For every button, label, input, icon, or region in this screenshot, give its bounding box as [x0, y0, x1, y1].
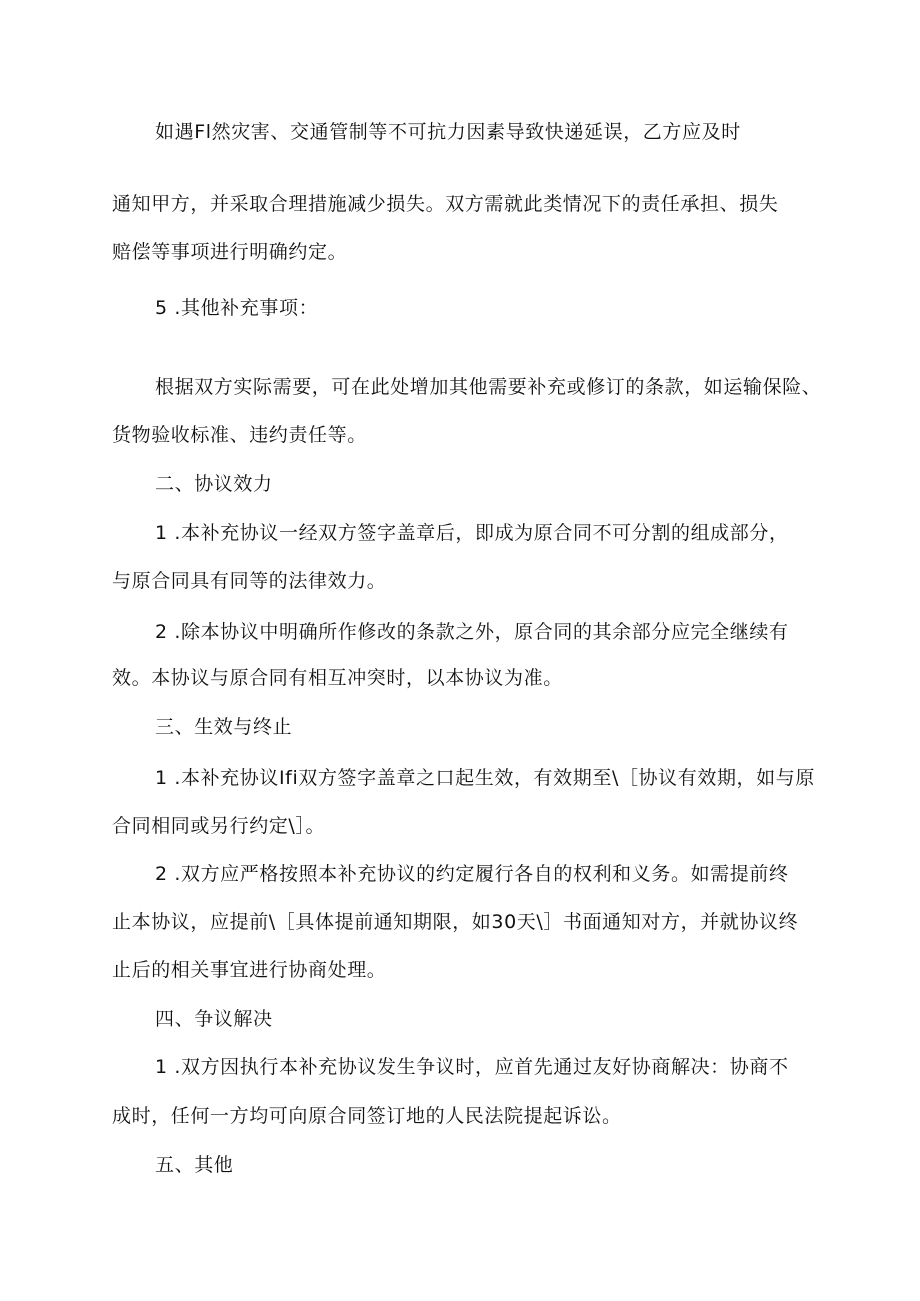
- paragraph-line: 赔偿等事项进行明确约定。: [112, 241, 348, 263]
- paragraph-line: 合同相同或另行约定\］。: [112, 815, 326, 837]
- paragraph-line: 货物验收标准、违约责任等。: [112, 424, 367, 446]
- section-heading: 三、生效与终止: [155, 716, 293, 738]
- section-heading: 四、争议解决: [155, 1008, 273, 1030]
- section-heading: 五、其他: [155, 1154, 234, 1176]
- paragraph-line: 根据双方实际需要，可在此处增加其他需要补充或修订的条款，如运输保险、: [155, 376, 822, 398]
- paragraph-line: 2 .除本协议中明确所作修改的条款之外，原合同的其余部分应完全继续有: [155, 621, 789, 643]
- section-heading: 二、协议效力: [155, 473, 273, 495]
- paragraph-line: 如遇Fl然灾害、交通管制等不可抗力因素导致快递延误，乙方应及时: [155, 121, 741, 143]
- paragraph-line: 1 .本补充协议Ifi双方签字盖章之口起生效，有效期至\［协议有效期，如与原: [155, 767, 815, 789]
- paragraph-line: 效。本协议与原合同有相互冲突时，以本协议为准。: [112, 667, 563, 689]
- paragraph-line: 止本协议，应提前\［具体提前通知期限，如30天\］书面通知对方，并就协议终: [112, 911, 799, 933]
- paragraph-line: 1 .本补充协议一经双方签字盖章后，即成为原合同不可分割的组成部分，: [155, 522, 789, 544]
- paragraph-line: 2 .双方应严格按照本补充协议的约定履行各自的权利和义务。如需提前终: [155, 863, 789, 885]
- paragraph-line: 通知甲方，并采取合理措施减少损失。双方需就此类情况下的责任承担、损失: [112, 193, 779, 215]
- paragraph-line: 止后的相关事宜进行协商处理。: [112, 959, 387, 981]
- list-item-heading: 5 .其他补充事项：: [155, 297, 319, 319]
- paragraph-line: 与原合同具有同等的法律效力。: [112, 570, 387, 592]
- paragraph-line: 成时，任何一方均可向原合同签订地的人民法院提起诉讼。: [112, 1105, 622, 1127]
- paragraph-line: 1 .双方因执行本补充协议发生争议时，应首先通过友好协商解决：协商不: [155, 1056, 789, 1078]
